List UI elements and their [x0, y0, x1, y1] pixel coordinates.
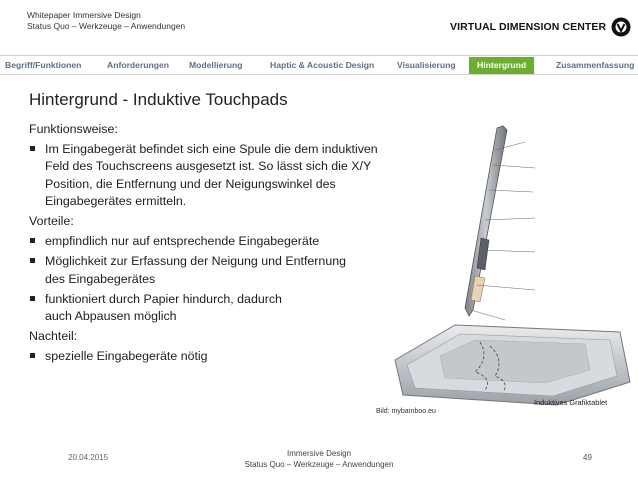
bullet-advantage-2-text: Möglichkeit zur Erfassung der Neigung und Entfernung des Eingabegerätes	[45, 254, 346, 286]
bullet-functionality-text: Im Eingabegerät befindet sich eine Spule die dem induktiven Feld des Touchscreens ausgesetzt ist. So lässt sich die X/Y Position, die Entfernung und der Neigungswinkel des Eingabegerätes ermitteln.	[45, 142, 378, 208]
bullet-advantage-1	[29, 233, 389, 250]
vdc-logo-mark-icon	[611, 17, 631, 37]
page-number: 49	[583, 453, 592, 462]
bullet-marker-icon	[30, 238, 35, 243]
slide-body	[29, 121, 389, 366]
nav-item-begriff[interactable]: Begriff/Funktionen	[5, 60, 82, 70]
footer-subtitle: Status Quo – Werkzeuge – Anwendungen	[244, 460, 394, 469]
bullet-advantage-3-text: funktioniert durch Papier hindurch, dadurch auch Abpausen möglich	[45, 291, 282, 324]
slide-title: Hintergrund - Induktive Touchpads	[29, 90, 288, 109]
bullet-marker-icon	[30, 296, 35, 301]
bullet-disadvantage-text: spezielle Eingabegeräte nötig	[45, 349, 208, 364]
nav-item-hintergrund[interactable]: Hintergrund	[469, 57, 534, 74]
nav-item-zusammenfassung[interactable]: Zusammenfassung	[556, 60, 635, 70]
nav-item-haptic-acoustic[interactable]: Haptic & Acoustic Design	[270, 60, 375, 70]
bullet-marker-icon	[30, 353, 35, 358]
nav-item-visualisierung[interactable]: Visualisierung	[397, 60, 456, 70]
bullet-advantage-3	[29, 291, 299, 325]
section-navigation	[0, 55, 638, 75]
bullet-advantage-1-text: empfindlich nur auf entsprechende Eingabegeräte	[45, 234, 320, 249]
vdc-logo	[450, 16, 631, 38]
bullet-disadvantage	[29, 348, 389, 365]
header-document-title: Whitepaper Immersive Design	[27, 10, 141, 20]
figure-caption: Induktives Grafiktablet	[534, 398, 608, 407]
logo-text: VIRTUAL DIMENSION CENTER	[450, 21, 607, 33]
heading-functionality: Funktionsweise:	[29, 122, 118, 136]
bullet-functionality	[29, 141, 389, 210]
nav-item-modellierung[interactable]: Modellierung	[189, 60, 243, 70]
heading-disadvantage: Nachteil:	[29, 329, 78, 344]
slide-footer	[0, 418, 638, 479]
bullet-marker-icon	[30, 258, 35, 263]
header-document-subtitle: Status Quo – Werkzeuge – Anwendungen	[27, 21, 186, 31]
footer-title: Immersive Design	[286, 449, 351, 458]
bullet-marker-icon	[30, 146, 35, 151]
heading-advantages: Vorteile:	[29, 214, 74, 229]
image-source-caption: Bild: mybamboo.eu	[376, 408, 436, 415]
bullet-advantage-2	[29, 253, 349, 287]
nav-item-anforderungen[interactable]: Anforderungen	[107, 60, 170, 70]
slide-header	[0, 0, 638, 50]
graphics-tablet-illustration	[385, 120, 635, 410]
footer-date: 20.04.2015	[68, 453, 109, 462]
